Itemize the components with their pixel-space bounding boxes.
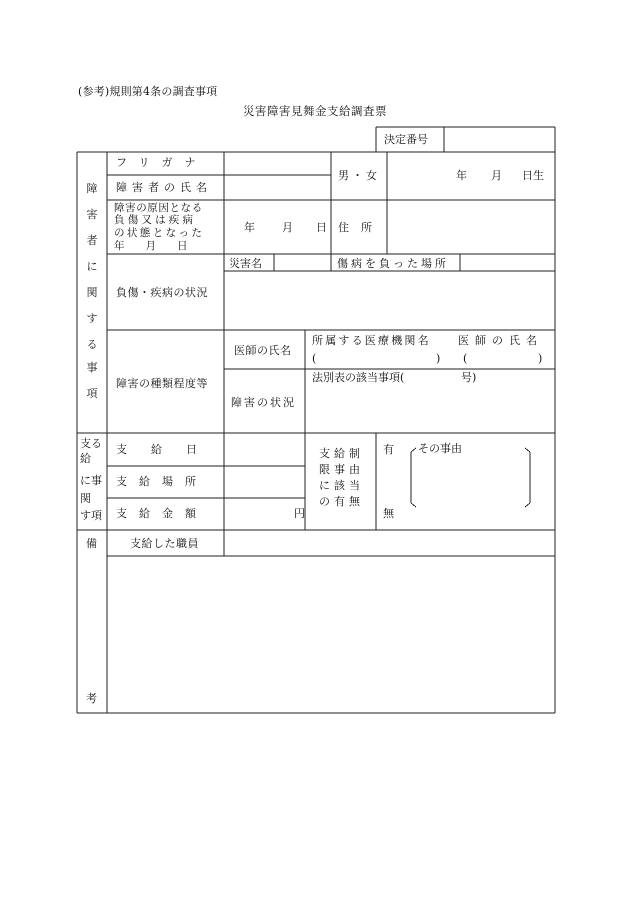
institution-label: 所属する医療機関名 [312, 334, 431, 347]
law-item-suffix: 号) [461, 371, 477, 384]
law-item-label: 法別表の該当事項( [312, 371, 405, 384]
disability-condition-label: 障害の状況 [231, 396, 296, 409]
form-title: 災害障害見舞金支給調査票 [243, 104, 387, 118]
injury-place-label: 傷病を負った場所 [337, 257, 449, 270]
birth-year-label: 年 [456, 169, 467, 182]
restriction-no: 無 [383, 507, 394, 520]
yen-unit: 円 [294, 507, 305, 520]
staff-label: 支給した職員 [130, 537, 199, 550]
cause-day-label: 日 [316, 221, 327, 234]
doctor-full-name-label: 医師の氏名 [458, 334, 543, 347]
restriction-yes: 有 [383, 443, 394, 456]
institution-paren-open: ( [312, 352, 317, 365]
remarks-label-bottom: 考 [86, 692, 97, 705]
restriction-reason-label: その事由 [418, 442, 462, 455]
birth-day-label: 日生 [522, 169, 544, 182]
institution-paren-close: ) [436, 352, 441, 365]
payment-amount-label: 支給金額 [116, 507, 208, 520]
address-label: 住所 [338, 221, 384, 234]
doctor-paren-close: ) [538, 352, 543, 365]
cause-year-label: 年 [244, 221, 255, 234]
name-label: 障害者の氏名 [116, 181, 212, 194]
remarks-label-top: 備 [86, 537, 97, 550]
cause-month-label: 月 [282, 221, 293, 234]
reference-note: (参考)規則第4条の調査事項 [78, 85, 218, 98]
severity-label: 障害の種類程度等 [116, 377, 208, 390]
birth-month-label: 月 [491, 169, 502, 182]
disaster-name-label: 災害名 [229, 257, 262, 270]
furigana-label: フリガナ [116, 156, 208, 169]
doctor-paren-open: ( [463, 352, 468, 365]
decision-number-label: 決定番号 [384, 133, 428, 146]
payment-place-label: 支給場所 [116, 475, 208, 488]
payment-date-label: 支給日 [116, 443, 221, 456]
doctor-name-label: 医師の氏名 [234, 344, 292, 357]
gender-label: 男・女 [338, 169, 380, 182]
injury-condition-label: 負傷・疾病の状況 [116, 286, 208, 299]
